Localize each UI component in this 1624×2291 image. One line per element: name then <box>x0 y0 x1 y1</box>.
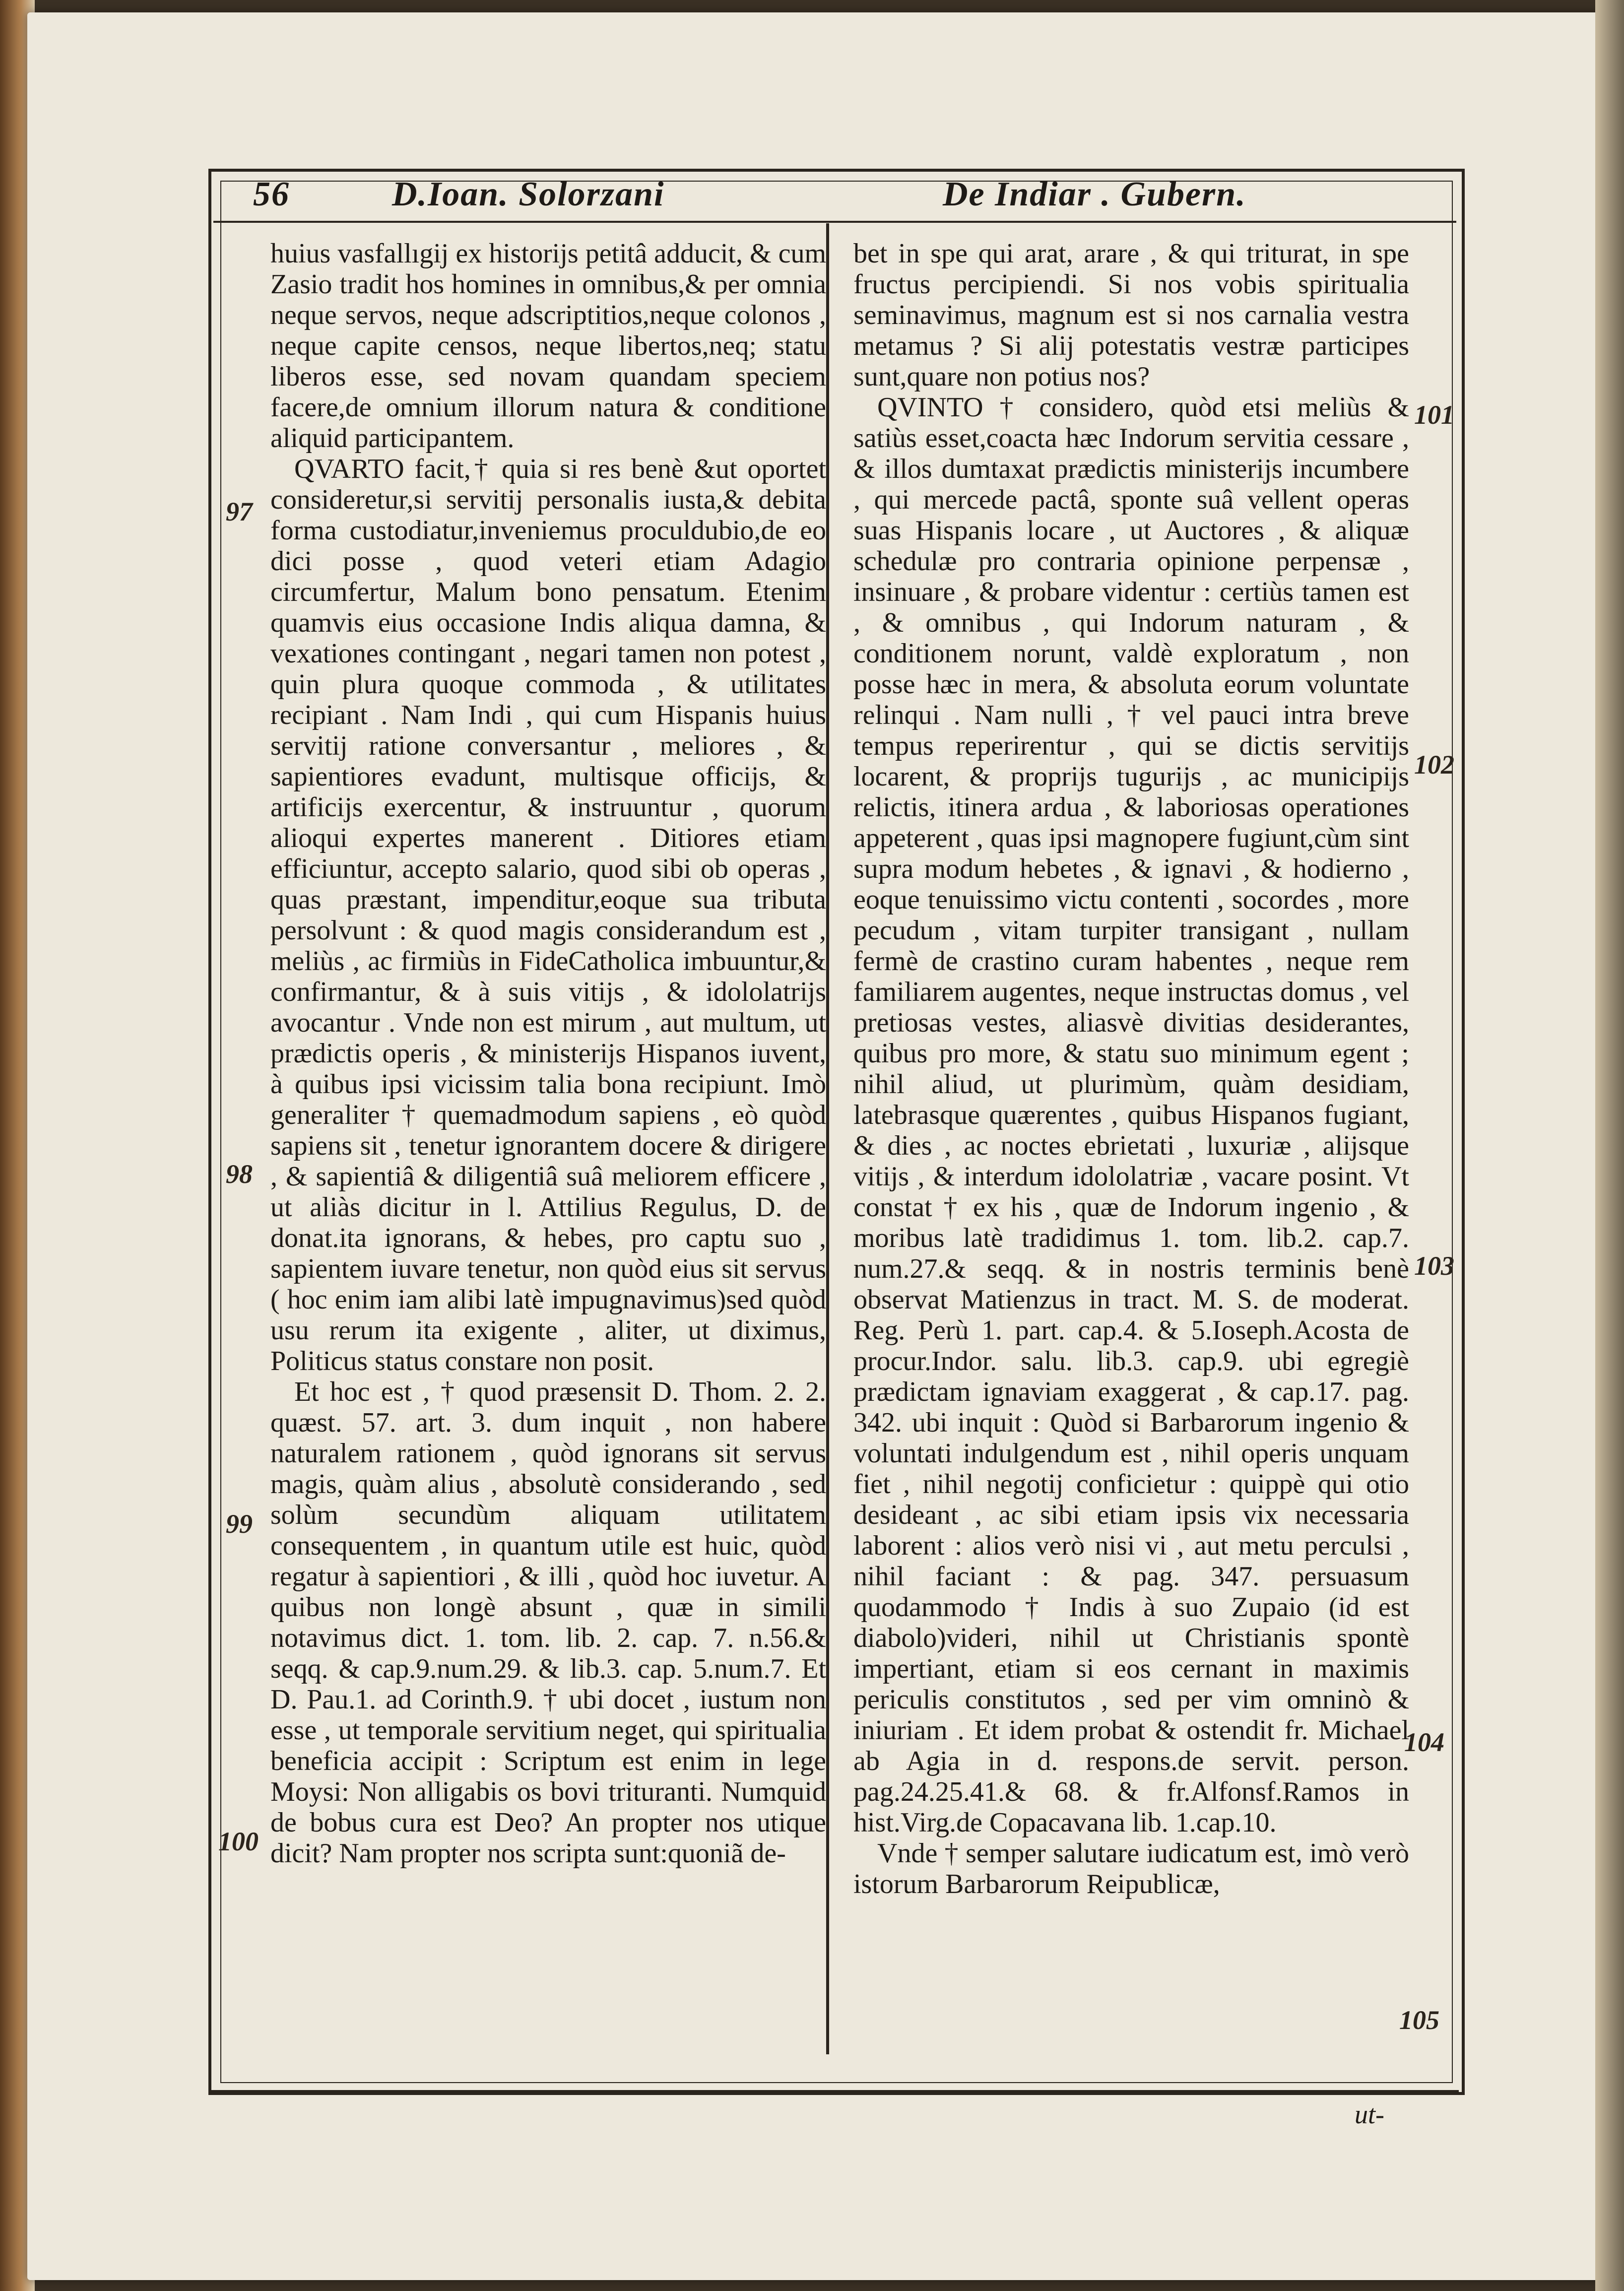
left-paragraph: huius vasfallıgij ex historijs petitâ adducit, & cum Zasio tradit hos homines in omnibus,& per omnia neque servos, neque adscriptitios,neque colonos , neque capite censos, neque libertos,neq; statu liberos esse, sed novam quandam speciem facere,de omnium illorum natura & conditione aliquid participantem. <box>270 238 826 454</box>
footer-rule <box>208 2090 1459 2093</box>
margin-number: 101 <box>1414 400 1454 430</box>
margin-number: 98 <box>226 1159 253 1189</box>
left-paragraph: QVARTO facit,† quia si res benè &ut oportet consideretur,si servitij personalis iusta,& debita forma custodiatur,inveniemus proculdubio,de eo dici posse , quod veteri etiam Adagio circumfertur, Malum bono pensatum. Etenim quamvis eius occasione Indis aliqua damna, & vexationes contingant , negari tamen non potest , quin plura quoque commoda , & utilitates recipiant . Nam Indi , qui cum Hispanis huius servitij ratione conversantur , meliores , & sapientiores evadunt, multisque officijs, & artificijs exercentur, & instruuntur , quorum alioqui expertes manerent . Ditiores etiam efficiuntur, accepto salario, quod sibi ob operas , quas præstant, impenditur,eoque sua tributa persolvunt : & quod magis considerandum est , meliùs , ac firmiùs in FideCatholica imbuuntur,& confirmantur, & à suis vitijs , & idololatrijs avocantur . Vnde non est mirum , aut multum, ut prædictis operis , & ministerijs Hispanos iuvent, à quibus ipsi vicissim talia bona recipiunt. Imò generaliter † quemadmodum sapiens , eò quòd sapiens sit , tenetur ignorantem docere & dirigere , & sapientiâ & diligentiâ suâ meliorem efficere , ut aliàs dicitur in l. Attilius Regulus, D. de donat.ita ignorans, & hebes, pro captu suo , sapientem iuvare tenetur, non quòd eius sit servus ( hoc enim iam alibi latè impugnavimus)sed quòd usu rerum ita exigente , aliter, ut diximus, Politicus status constare non posit. <box>270 454 826 1376</box>
catchword: ut- <box>1355 2099 1384 2129</box>
right-paragraph: Vnde † semper salutare iudicatum est, imò verò istorum Barbarorum Reipublicæ, <box>853 1838 1409 1899</box>
header-rule <box>213 221 1456 223</box>
margin-number: 102 <box>1414 750 1454 780</box>
right-paragraph: QVINTO † considero, quòd etsi meliùs & satiùs esset,coacta hæc Indorum servitia cessare , & illos dumtaxat prædictis ministerijs incumbere , qui mercede pactâ, sponte suâ vellent operas suas Hispanis locare , ut Auctores , & aliquæ schedulæ pro contraria opinione perpensæ , insinuare , & probare videntur : certiùs tamen est , & omnibus , qui Indorum naturam , & conditionem norunt, valdè exploratum , non posse hæc in mera, & absoluta eorum voluntate relinqui . Nam nulli , † vel pauci intra breve tempus reperirentur , qui se dictis servitijs locarent, & proprijs tugurijs , ac municipijs relictis, itinera ardua , & laboriosas operationes appeterent , quas ipsi magnopere fugiunt,cùm sint supra modum hebetes , & ignavi , & hodierno , eoque tenuissimo victu contenti , socordes , more pecudum , vitam turpiter transigant , nullam fermè de crastino curam habentes , neque rem familiarem augentes, neque instructas domus , vel pretiosas vestes, aliasvè divitias desiderantes, quibus pro more, & statu suo minimum egent ; nihil aliud, ut plurimùm, quàm desidiam, latebrasque quærentes , quibus Hispanos fugiant, & dies , ac noctes ebrietati , luxuriæ , alijsque vitijs , & interdum idololatriæ , vacare posint. Vt constat † ex his , quæ de Indorum ingenio , & moribus latè tradidimus 1. tom. lib.2. cap.7. num.27.& seqq. & in nostris terminis benè observat Matienzus in tract. M. S. de moderat. Reg. Perù 1. part. cap.4. & 5.Ioseph.Acosta de procur.Indor. salu. lib.3. cap.9. ubi egregiè prædictam ignaviam exaggerat , & cap.17. pag. 342. ubi inquit : Quòd si Barbarorum ingenio & voluntati indulgendum est , nihil operis unquam fiet , nihil negotij conficietur : quippè qui otio desideant , ac sibi etiam ipsis vix necessaria laborent : alios verò nisi vi , aut metu perculsi , nihil faciant : & pag. 347. persuasum quodammodo † Indis à suo Zupaio (id est diabolo)videri, nihil ut Christianis spontè impertiant, etiam si eos cernant in maximis periculis constitutos , sed per vim omninò & iniuriam . Et idem probat & ostendit fr. Michael ab Agia in d. respons.de servit. person. pag.24.25.41.& 68. & fr.Alfonsf.Ramos in hist.Virg.de Copacavana lib. 1.cap.10. <box>853 392 1409 1838</box>
margin-number: 105 <box>1399 2005 1439 2035</box>
margin-number: 100 <box>218 1827 259 1856</box>
margin-number: 104 <box>1404 1727 1444 1757</box>
margin-number: 99 <box>226 1509 253 1539</box>
column-divider <box>826 223 829 2054</box>
left-paragraph: Et hoc est , † quod præsensit D. Thom. 2. 2. quæst. 57. art. 3. dum inquit , non habere naturalem rationem , quòd ignorans sit servus magis, quàm alius , absolutè considerando , sed solùm secundùm aliquam utilitatem consequentem , in quantum utile est huic, quòd regatur à sapientiori , & illi , quòd hoc iuvetur. A quibus non longè absunt , quæ in simili notavimus dict. 1. tom. lib. 2. cap. 7. n.56.& seqq. & cap.9.num.29. & lib.3. cap. 5.num.7. Et D. Pau.1. ad Corinth.9. † ubi docet , iustum non esse , ut temporale servitium neget, qui spiritualia beneficia accipit : Scriptum est enim in lege Moysi: Non alligabis os bovi trituranti. Numquid de bobus cura est Deo? An propter nos utique dicit? Nam propter nos scripta sunt:quoniã de- <box>270 1376 826 1869</box>
page-edge <box>1595 0 1624 2291</box>
right-paragraph: bet in spe qui arat, arare , & qui triturat, in spe fructus percipiendi. Si nos vobis spiritualia seminavimus, magnum est si nos carnalia vestra metamus ? Si alij potestatis vestræ participes sunt,quare non potius nos? <box>853 238 1409 392</box>
margin-number: 97 <box>226 497 253 526</box>
running-title: De Indiar . Gubern. <box>943 175 1246 213</box>
running-author: D.Ioan. Solorzani <box>392 175 665 213</box>
left-column <box>270 238 826 2054</box>
right-column <box>853 238 1409 2054</box>
page-number: 56 <box>253 175 290 213</box>
margin-number: 103 <box>1414 1251 1454 1281</box>
